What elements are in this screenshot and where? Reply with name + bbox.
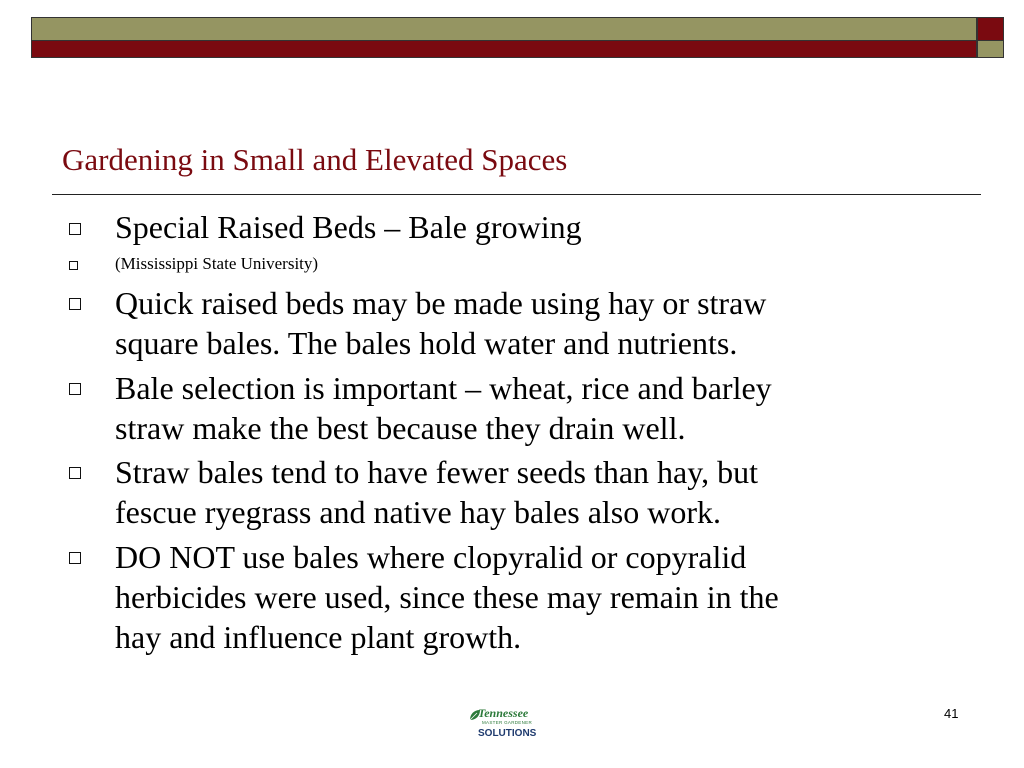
square-bullet-icon <box>69 552 81 564</box>
logo-line-2: MASTER GARDENER <box>482 720 533 725</box>
bullet-line: fescue ryegrass and native hay bales also work. <box>115 494 721 530</box>
tennessee-master-gardener-logo <box>466 704 538 744</box>
bullet-text <box>115 368 772 448</box>
bullet-line: Special Raised Beds – Bale growing <box>115 209 582 245</box>
bullet-line: (Mississippi State University) <box>115 254 319 273</box>
bullet-line: Bale selection is important – wheat, rice and barley <box>115 370 772 406</box>
bullet-text <box>115 283 766 363</box>
logo-line-1: Tennessee <box>478 706 529 720</box>
square-bullet-icon <box>69 467 81 479</box>
bullet-line: Quick raised beds may be made using hay or straw <box>115 285 767 321</box>
bullet-text <box>115 537 779 657</box>
logo-line-3: SOLUTIONS <box>478 728 537 739</box>
slide-title: Gardening in Small and Elevated Spaces <box>62 142 568 177</box>
square-bullet-icon <box>69 261 78 270</box>
square-bullet-icon <box>69 298 81 310</box>
page-number: 41 <box>944 706 959 721</box>
bullet-line: straw make the best because they drain well. <box>115 410 686 446</box>
bullet-text <box>115 452 758 532</box>
bullet-text <box>115 254 318 274</box>
bullet-line: hay and influence plant growth. <box>115 619 522 655</box>
bullet-line: square bales. The bales hold water and nutrients. <box>115 325 738 361</box>
bullet-line: herbicides were used, since these may remain in the <box>115 579 779 615</box>
bullet-line: Straw bales tend to have fewer seeds than hay, but <box>115 454 759 490</box>
square-bullet-icon <box>69 383 81 395</box>
bullet-text <box>115 207 582 247</box>
bullet-line: DO NOT use bales where clopyralid or copyralid <box>115 539 747 575</box>
square-bullet-icon <box>69 223 81 235</box>
